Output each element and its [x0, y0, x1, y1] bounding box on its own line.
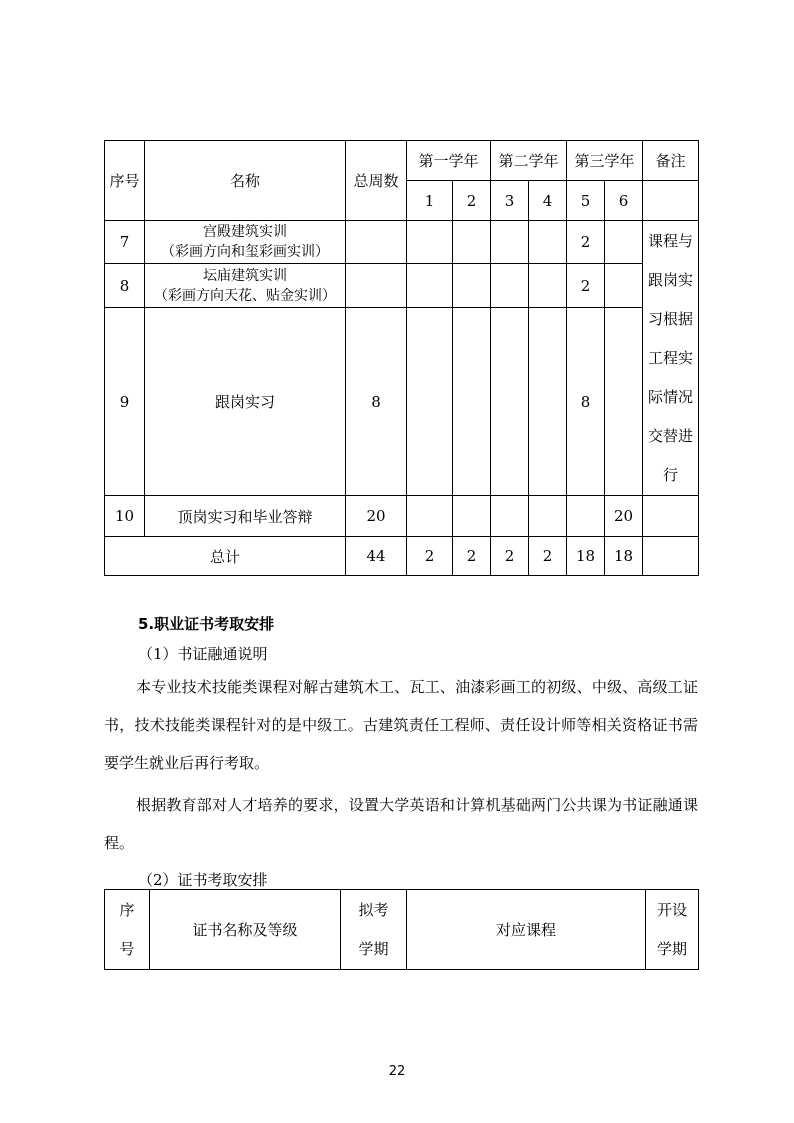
table-row	[105, 496, 699, 537]
row-seq: 8	[105, 264, 145, 308]
row-name-line1: 坛庙建筑实训	[203, 267, 287, 284]
table-row	[105, 264, 699, 308]
row-name: 顶岗实习和毕业答辩	[145, 496, 346, 537]
total-sem: 2	[491, 537, 529, 576]
row-sem	[605, 221, 643, 264]
row-name: 跟岗实习	[145, 308, 346, 496]
row-seq: 10	[105, 496, 145, 537]
row-sem	[491, 496, 529, 537]
total-sem: 2	[529, 537, 567, 576]
row-sem: 2	[567, 221, 605, 264]
row-sem	[453, 264, 491, 308]
row-sem	[491, 264, 529, 308]
row-sem	[529, 496, 567, 537]
row-name	[145, 264, 346, 308]
paragraph-2: 根据教育部对人才培养的要求，设置大学英语和计算机基础两门公共课为书证融通课程。	[104, 796, 698, 852]
header-remark: 备注	[643, 141, 699, 181]
row-sem	[453, 308, 491, 496]
row-sem	[605, 308, 643, 496]
row-sem	[407, 496, 453, 537]
row-sem	[491, 221, 529, 264]
row-name-line2: （彩画方向和玺彩画实训）	[161, 244, 329, 260]
paragraph-1: 本专业技术技能类课程对解古建筑木工、瓦工、油漆彩画工的初级、中级、高级工证书，技术技能类课程针对的是中级工。古建筑责任工程师、责任设计师等相关资格证书需要学生就业后再行考取。	[104, 678, 698, 772]
row-seq: 9	[105, 308, 145, 496]
header-seq: 序号	[105, 141, 145, 221]
row-sem: 2	[567, 264, 605, 308]
total-sem: 18	[567, 537, 605, 576]
cert-header-course: 对应课程	[407, 890, 646, 970]
row-sem	[605, 264, 643, 308]
total-sem: 2	[407, 537, 453, 576]
row-name-line2: （彩画方向天花、贴金实训）	[154, 287, 336, 304]
cert-header-seq: 序号	[105, 890, 150, 970]
cert-header-open: 开设学期	[646, 890, 699, 970]
cert-header-name: 证书名称及等级	[150, 890, 341, 970]
training-plan-table	[104, 140, 699, 576]
total-label: 总计	[105, 537, 346, 576]
row-sem	[453, 221, 491, 264]
header-remark-blank	[643, 181, 699, 221]
total-weeks: 44	[346, 537, 407, 576]
subheading-2: （2）证书考取安排	[138, 871, 268, 889]
certificate-table	[104, 889, 699, 970]
row-sem	[407, 221, 453, 264]
row-sem	[491, 308, 529, 496]
row-name	[145, 221, 346, 264]
header-semester: 5	[567, 181, 605, 221]
row-sem	[407, 308, 453, 496]
row-total	[346, 221, 407, 264]
total-sem: 2	[453, 537, 491, 576]
total-sem: 18	[605, 537, 643, 576]
table-row	[105, 308, 699, 496]
row-remark	[643, 496, 699, 537]
table-row	[105, 221, 699, 264]
total-remark	[643, 537, 699, 576]
table-header-row	[105, 890, 699, 970]
row-total	[346, 264, 407, 308]
row-sem	[453, 496, 491, 537]
row-seq: 7	[105, 221, 145, 264]
header-year1: 第一学年	[407, 141, 491, 181]
row-sem	[529, 264, 567, 308]
row-name-line1: 宫殿建筑实训	[203, 224, 287, 240]
cert-header-term: 拟考学期	[341, 890, 407, 970]
section-heading: 5.职业证书考取安排	[138, 615, 275, 633]
page-number: 22	[388, 1064, 406, 1079]
row-sem: 20	[605, 496, 643, 537]
total-row	[105, 537, 699, 576]
header-semester: 1	[407, 181, 453, 221]
subheading-1: （1）书证融通说明	[138, 645, 268, 663]
header-semester: 6	[605, 181, 643, 221]
header-semester: 4	[529, 181, 567, 221]
row-total: 20	[346, 496, 407, 537]
header-year2: 第二学年	[491, 141, 567, 181]
row-sem	[567, 496, 605, 537]
row-total: 8	[346, 308, 407, 496]
header-year3: 第三学年	[567, 141, 643, 181]
row-sem: 8	[567, 308, 605, 496]
row-sem	[407, 264, 453, 308]
header-semester: 3	[491, 181, 529, 221]
row-sem	[529, 221, 567, 264]
header-name: 名称	[145, 141, 346, 221]
merged-remark: 课程与跟岗实习根据工程实际情况交替进行	[643, 221, 699, 496]
header-semester: 2	[453, 181, 491, 221]
header-total-weeks: 总周数	[346, 141, 407, 221]
row-sem	[529, 308, 567, 496]
